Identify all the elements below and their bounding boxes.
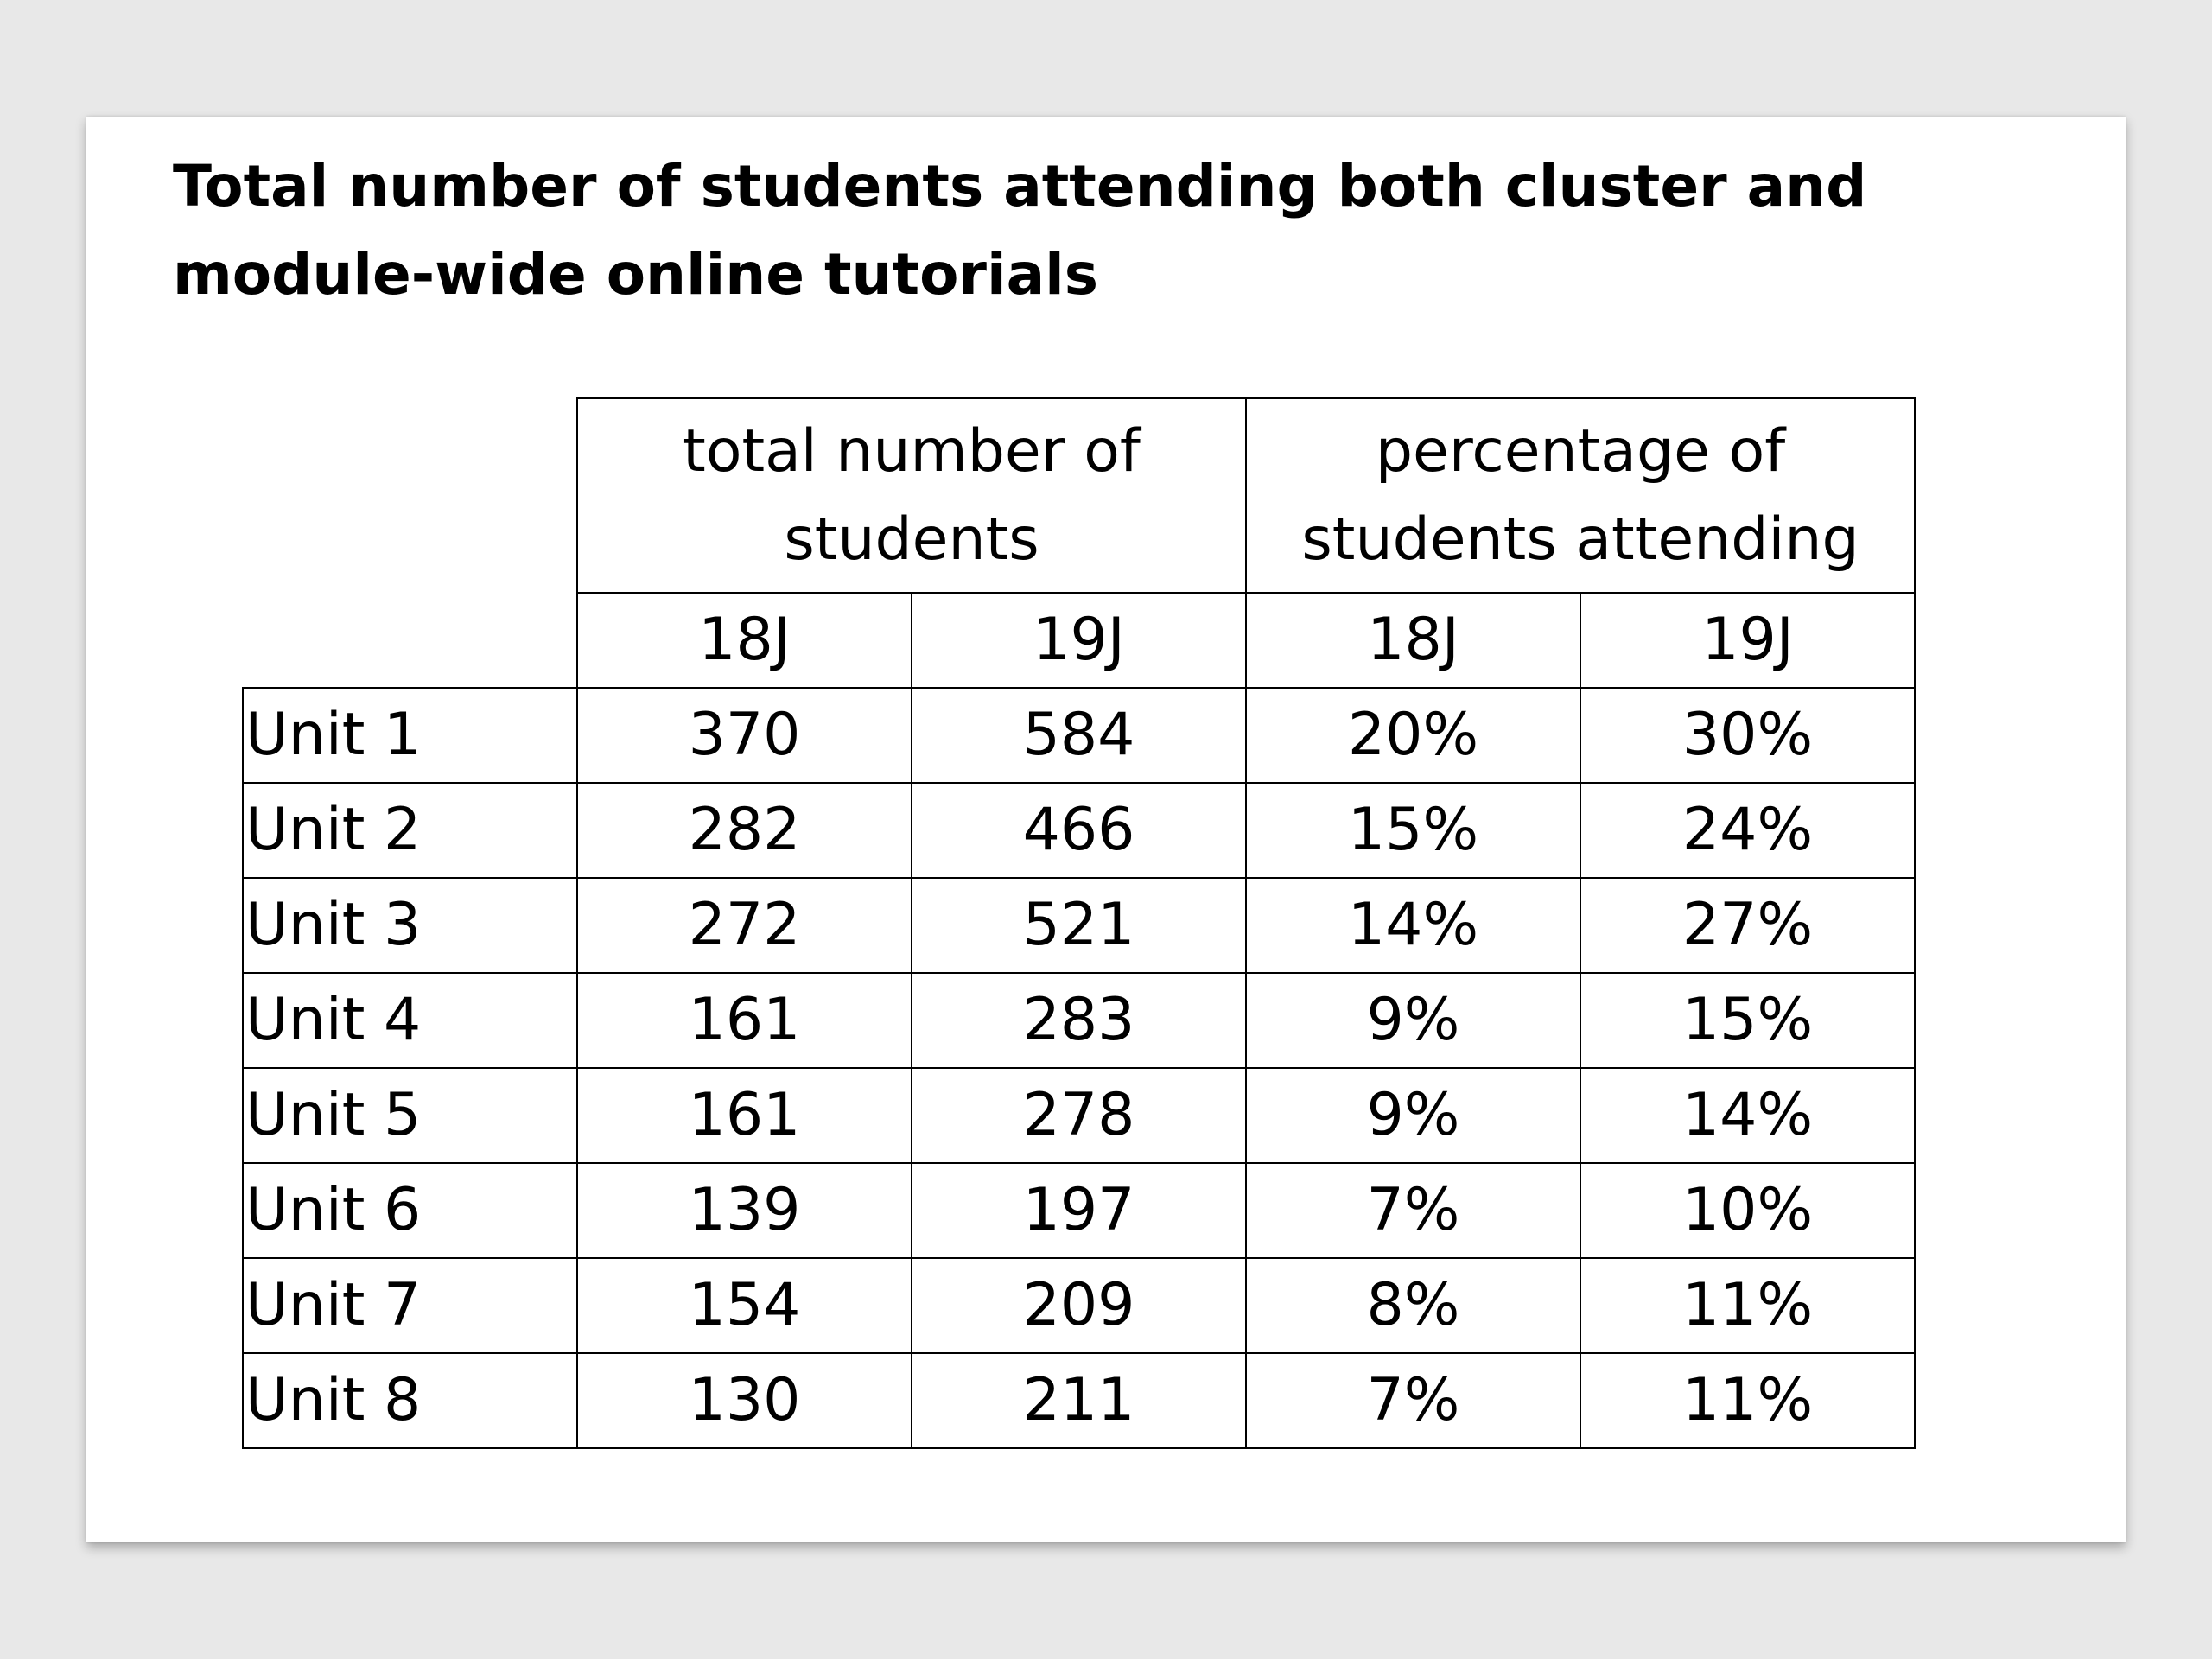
table-cell: 370: [577, 688, 912, 783]
table-cell: 14%: [1580, 1068, 1915, 1163]
table-cell: 197: [912, 1163, 1246, 1258]
table-cell: 8%: [1246, 1258, 1580, 1353]
slide-title: [173, 143, 1901, 319]
table-cell: 154: [577, 1258, 912, 1353]
table-cell: 209: [912, 1258, 1246, 1353]
group-header-total-students: total number of students: [577, 398, 1246, 593]
table-cell: 24%: [1580, 783, 1915, 878]
row-label: Unit 1: [243, 688, 577, 783]
slide-title-line-1: Total number of students attending both cluster and: [173, 153, 1867, 219]
table-row: [243, 878, 1915, 973]
row-label: Unit 5: [243, 1068, 577, 1163]
row-label: Unit 6: [243, 1163, 577, 1258]
table-cell: 282: [577, 783, 912, 878]
table-cell: 272: [577, 878, 912, 973]
attendance-table: [242, 397, 1916, 1449]
group-header-row: [243, 398, 1915, 593]
table-cell: 7%: [1246, 1163, 1580, 1258]
table-row: [243, 1163, 1915, 1258]
table-cell: 278: [912, 1068, 1246, 1163]
table-cell: 10%: [1580, 1163, 1915, 1258]
table-cell: 15%: [1246, 783, 1580, 878]
table-cell: 30%: [1580, 688, 1915, 783]
table-cell: 15%: [1580, 973, 1915, 1068]
column-header: 19J: [1580, 593, 1915, 688]
table-cell: 584: [912, 688, 1246, 783]
row-label: Unit 8: [243, 1353, 577, 1448]
table-cell: 7%: [1246, 1353, 1580, 1448]
table-cell: 9%: [1246, 1068, 1580, 1163]
table-cell: 161: [577, 1068, 912, 1163]
corner-cell: [243, 398, 577, 593]
table-row: [243, 1353, 1915, 1448]
column-header: 19J: [912, 593, 1246, 688]
table-row: [243, 1258, 1915, 1353]
table-row: [243, 688, 1915, 783]
table-cell: 20%: [1246, 688, 1580, 783]
table-row: [243, 783, 1915, 878]
table-cell: 14%: [1246, 878, 1580, 973]
table-cell: 27%: [1580, 878, 1915, 973]
table-cell: 9%: [1246, 973, 1580, 1068]
column-header: 18J: [1246, 593, 1580, 688]
table-row: [243, 1068, 1915, 1163]
table-cell: 11%: [1580, 1258, 1915, 1353]
group-header-percentage-attending: percentage of students attending: [1246, 398, 1915, 593]
row-label: Unit 3: [243, 878, 577, 973]
table-cell: 211: [912, 1353, 1246, 1448]
row-label: Unit 2: [243, 783, 577, 878]
slide-title-line-2: module-wide online tutorials: [173, 241, 1099, 308]
table-cell: 139: [577, 1163, 912, 1258]
table-cell: 283: [912, 973, 1246, 1068]
column-header: 18J: [577, 593, 912, 688]
row-label: Unit 7: [243, 1258, 577, 1353]
corner-cell: [243, 593, 577, 688]
row-label: Unit 4: [243, 973, 577, 1068]
slide: [86, 117, 2126, 1542]
table-cell: 161: [577, 973, 912, 1068]
table-cell: 521: [912, 878, 1246, 973]
table-cell: 11%: [1580, 1353, 1915, 1448]
table-row: [243, 973, 1915, 1068]
subheader-row: [243, 593, 1915, 688]
table-cell: 466: [912, 783, 1246, 878]
table-cell: 130: [577, 1353, 912, 1448]
